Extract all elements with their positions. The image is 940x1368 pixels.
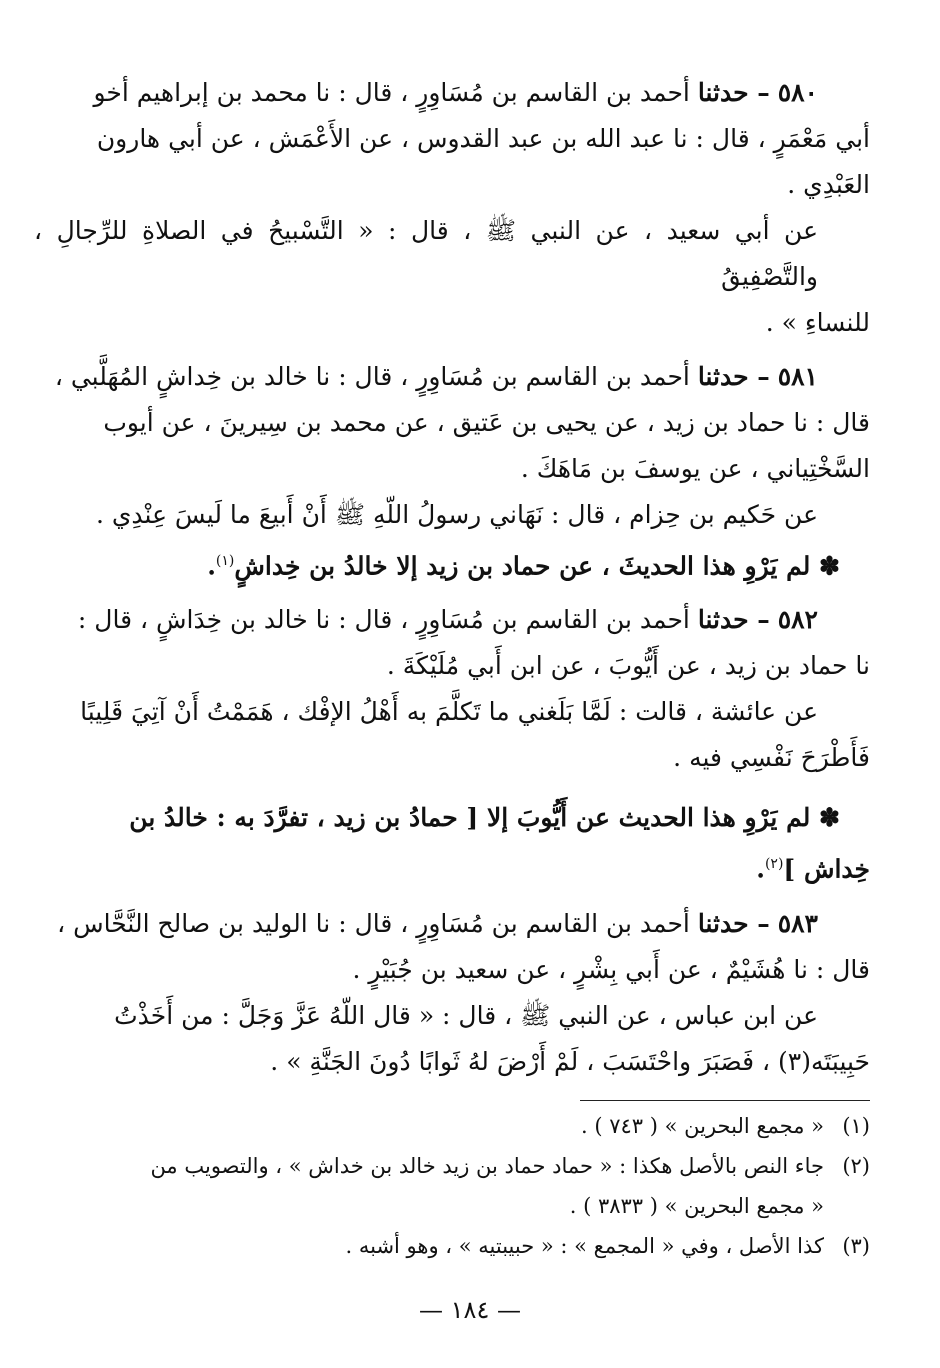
footnote-number: (٢) — [842, 1154, 870, 1178]
matn-line: عن أبي سعيد ، عن النبي ﷺ ، قال : « التَّسْبيحُ في الصلاةِ للرِّجالِ ، والتَّصْفِيقُ — [34, 216, 818, 291]
footnote-marker: (١) — [215, 553, 235, 569]
matn-line: عن عائشة ، قالت : لَمَّا بَلَغني ما تَكلَّمَ به أَهْلُ الإفْك ، هَمَمْتُ أَنْ آتِيَ قَلِيبًا — [80, 697, 818, 727]
isnad-line: ٥٨٢ – حدثنا أحمد بن القاسم بن مُسَاوِرٍ ، قال : نا خالد بن خِدَاشٍ ، قال : — [77, 605, 818, 635]
hadith-582 — [34, 597, 870, 892]
hadith-number: ٥٨٠ — [777, 78, 818, 107]
matn-line: عن ابن عباس ، عن النبي ﷺ ، قال : « قال اللّهُ عَزَّ وَجَلَّ : من أَخَذْتُ — [114, 1000, 818, 1030]
footnote-3 — [34, 1226, 870, 1266]
footnote-text: « مجمع البحرين » ( ٧٤٣ ) . — [581, 1114, 824, 1138]
footnote-text: جاء النص بالأصل هكذا : « حماد حماد بن زيد خالد بن خداش » ، والتصويب من « مجمع البحرين » ( ٣٨٣٣ ) . — [150, 1154, 824, 1218]
isnad-line: العَبْدِي . — [787, 170, 870, 199]
isnad-line: نا حماد بن زيد ، عن أَيُّوبَ ، عن ابن أَبي مُلَيْكَةَ . — [386, 651, 870, 681]
isnad-lead: حدثنا — [697, 78, 749, 107]
page-number: — ١٨٤ — — [419, 1296, 521, 1324]
footnote-divider — [580, 1100, 870, 1101]
footnote-number: (١) — [842, 1114, 870, 1138]
isnad-lead: حدثنا — [697, 908, 749, 938]
isnad-lead: حدثنا — [697, 362, 749, 391]
hadith-581 — [34, 354, 870, 589]
isnad-line: السَّخْتِياني ، عن يوسفَ بن مَاهَكَ . — [520, 454, 870, 483]
matn-line: حَبِيبَتَه(٣) ، فَصَبَرَ واحْتَسَبَ ، لَمْ أَرْضَ لهُ ثَوابًا دُونَ الجَنَّةِ » . — [270, 1046, 870, 1076]
hadith-583 — [34, 901, 870, 1085]
matn-line: فَأَطْرَحَ نَفْسِي فيه . — [673, 743, 870, 773]
footnotes — [34, 1106, 870, 1266]
footnote-marker: (٢) — [764, 856, 784, 873]
isnad-line: ٥٨٣ – حدثنا أحمد بن القاسم بن مُسَاوِرٍ ، قال : نا الوليد بن صالح النَّحَّاس ، — [57, 908, 818, 938]
hadith-note: ✽ لم يَرْوِ هذا الحديثَ ، عن حماد بن زيد إلا خالدُ بن خِداشٍ$^{(١)}$. — [207, 551, 840, 581]
isnad-line: ٥٨٠ – حدثنا أحمد بن القاسم بن مُسَاوِرٍ ، قال : نا محمد بن إبراهيم أخو — [93, 78, 818, 107]
footnote-text: كذا الأصل ، وفي « المجمع » : « حبيبتيه » ، وهو أشبه . — [345, 1234, 824, 1258]
hadith-580 — [34, 70, 870, 346]
footnote-number: (٣) — [842, 1234, 870, 1258]
hadith-number: ٥٨١ — [777, 362, 818, 391]
isnad-lead: حدثنا — [697, 605, 749, 635]
main-text — [34, 70, 870, 1093]
isnad-line: قال : نا هُشَيْمٌ ، عن أَبي بِشْرٍ ، عن سعيد بن جُبَيْرٍ . — [352, 954, 870, 984]
hadith-note: ✽ لم يَرْوِ هذا الحديث عن أَيُّوبَ إلا [ حمادُ بن زيد ، تفرَّدَ به : خالدُ بن خِداش ]$^{(٢)}$. — [129, 803, 870, 884]
isnad-line: أبي مَعْمَرٍ ، قال : نا عبد الله بن عبد القدوس ، عن الأَعْمَش ، عن أبي هارون — [96, 124, 870, 153]
isnad-line: قال : نا حماد بن زيد ، عن يحيى بن عَتيق ، عن محمد بن سِيرينَ ، عن أيوب — [103, 408, 870, 437]
matn-line: للنساءِ » . — [765, 308, 870, 337]
footnote-2 — [34, 1146, 870, 1226]
footnote-1 — [34, 1106, 870, 1146]
matn-line: عن حَكيم بن حِزام ، قال : نَهَاني رسولُ اللّهِ ﷺ أَنْ أَبيعَ ما لَيسَ عِنْدِي . — [95, 500, 818, 529]
isnad-line: ٥٨١ – حدثنا أحمد بن القاسم بن مُسَاوِرٍ ، قال : نا خالد بن خِداشٍ المُهَلَّبي ، — [54, 362, 818, 391]
hadith-number: ٥٨٣ — [777, 908, 818, 938]
hadith-number: ٥٨٢ — [777, 605, 818, 635]
